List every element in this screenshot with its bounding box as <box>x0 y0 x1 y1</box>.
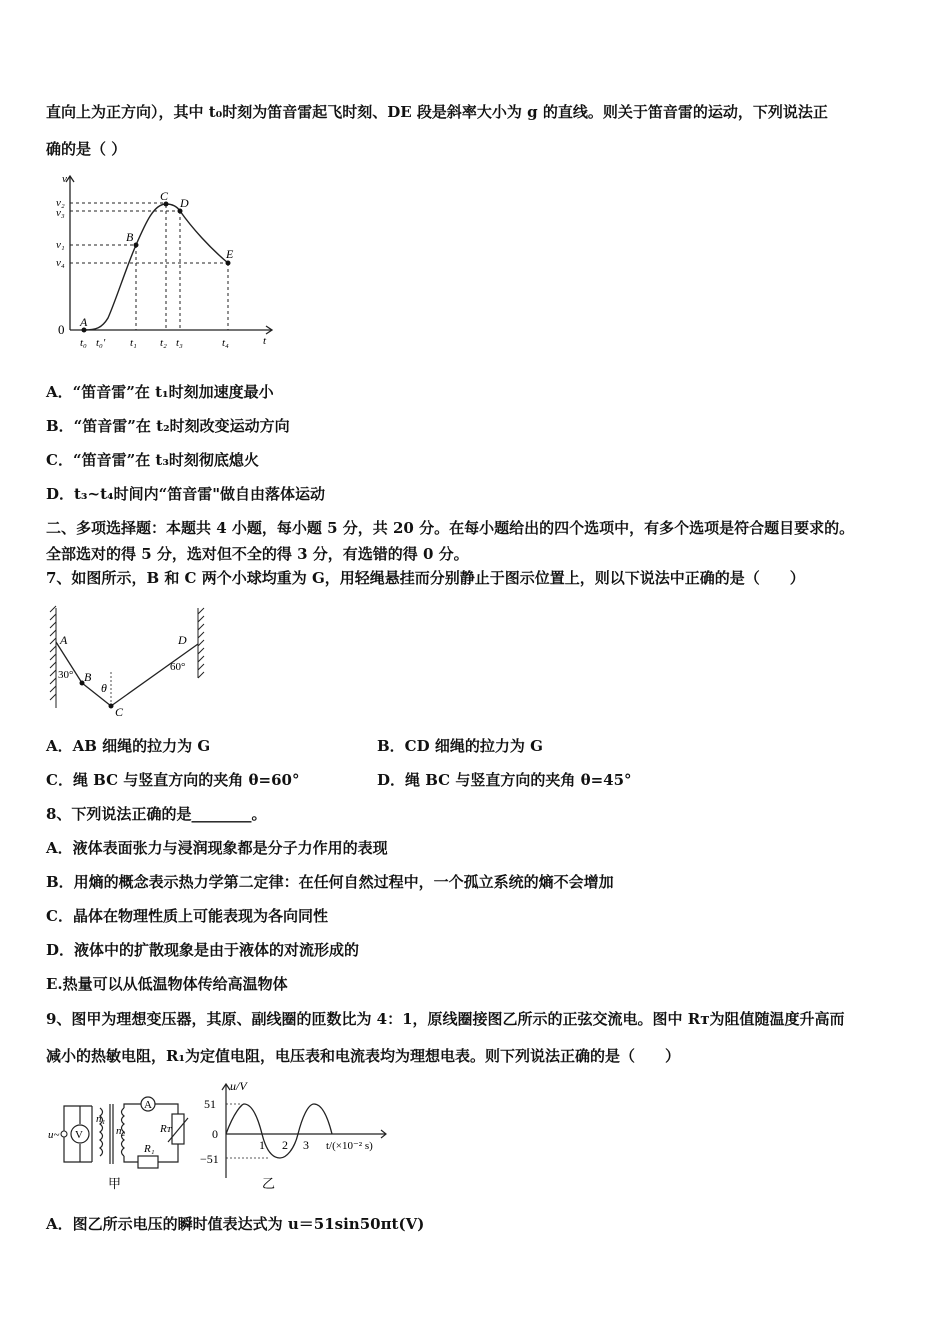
tick-v1: v₁ <box>56 239 65 251</box>
q7-label-D: D <box>178 633 187 647</box>
x-axis-label: t <box>263 335 267 347</box>
tick-t0: t₀ <box>80 337 87 349</box>
q7-label-B: B <box>84 670 92 684</box>
q7-option-d: D．绳 BC 与竖直方向的夹角 θ=45° <box>377 771 632 789</box>
q9-sine-curve <box>226 1104 332 1158</box>
q9-stem-line2: 减小的热敏电阻，R₁为定值电阻，电压表和电流表均为理想电表。则下列说法正确的是（ ） <box>46 1047 681 1065</box>
y-axis-label: v <box>62 173 67 185</box>
tick-v3: v₃ <box>56 207 65 219</box>
section2-line2: 全部选对的得 5 分，选对但不全的得 3 分，有选错的得 0 分。 <box>46 545 469 563</box>
q6-vt-graph <box>50 170 285 355</box>
origin-label: 0 <box>58 322 65 337</box>
q8-option-a: A．液体表面张力与浸润现象都是分子力作用的表现 <box>46 839 388 857</box>
q8-option-d: D．液体中的扩散现象是由于液体的对流形成的 <box>46 941 360 959</box>
q6-option-d: D．t₃~t₄时间内“笛音雷"做自由落体运动 <box>46 485 326 503</box>
vt-curve <box>84 204 228 330</box>
q9-x-label: t/(×10⁻² s) <box>326 1140 373 1152</box>
q7-option-b: B．CD 细绳的拉力为 G <box>377 737 543 755</box>
tick-v4: v₄ <box>56 257 65 269</box>
q9-circuit-figure <box>44 1092 194 1196</box>
point-D: D <box>180 196 189 210</box>
q7-option-c: C．绳 BC 与竖直方向的夹角 θ=60° <box>46 771 300 789</box>
q9-n2-label: n₂ <box>116 1125 126 1137</box>
tick-t4: t₄ <box>222 337 229 349</box>
q9-tick-1: 1 <box>259 1138 265 1152</box>
point-E: E <box>226 247 234 261</box>
q9-y-zero: 0 <box>212 1127 218 1141</box>
q9-tick-3: 3 <box>303 1138 309 1152</box>
q9-n1-label: n₁ <box>96 1113 106 1125</box>
q9-y-max: 51 <box>204 1097 216 1111</box>
point-C: C <box>160 189 169 203</box>
q9-caption-jia: 甲 <box>108 1176 122 1191</box>
q7-figure <box>38 600 218 720</box>
q8-option-e: E.热量可以从低温物体传给高温物体 <box>46 975 288 993</box>
q9-wave-figure <box>200 1078 395 1196</box>
q8-option-b: B．用熵的概念表示热力学第二定律：在任何自然过程中，一个孤立系统的熵不会增加 <box>46 873 614 891</box>
tick-t2: t₂ <box>160 337 167 349</box>
q9-y-min: −51 <box>200 1152 219 1166</box>
q7-angle-right: 60° <box>170 661 186 673</box>
q8-stem: 8、下列说法正确的是________。 <box>46 805 267 823</box>
q7-stem: 7、如图所示，B 和 C 两个小球均重为 G，用轻绳悬挂而分别静止于图示位置上，则以下说法中正确的是（ ） <box>46 569 805 587</box>
point-A: A <box>80 315 88 329</box>
q9-y-label: u/V <box>230 1079 247 1093</box>
q9-rt-label: Rᴛ <box>160 1123 171 1135</box>
q9-caption-yi: 乙 <box>262 1176 276 1191</box>
tick-t1: t₁ <box>130 337 137 349</box>
q9-source-label: u~ <box>48 1129 60 1141</box>
tick-t0p: t₀′ <box>96 337 106 349</box>
q6-option-a: A．“笛音雷”在 t₁时刻加速度最小 <box>46 383 274 401</box>
q7-label-A: A <box>60 633 68 647</box>
tick-t3: t₃ <box>176 337 183 349</box>
q8-option-c: C．晶体在物理性质上可能表现为各向同性 <box>46 907 328 925</box>
q6-stem-line1: 直向上为正方向），其中 t₀时刻为笛音雷起飞时刻、DE 段是斜率大小为 g 的直线。则关于笛音雷的运动，下列说法正 <box>46 103 828 121</box>
q7-angle-left: 30° <box>58 669 74 681</box>
section2-line1: 二、多项选择题：本题共 4 小题，每小题 5 分，共 20 分。在每小题给出的四个选项中，有多个选项是符合题目要求的。 <box>46 519 855 537</box>
q9-r1-label: R₁ <box>144 1143 155 1155</box>
q7-label-C: C <box>115 705 124 719</box>
point-B: B <box>126 230 134 244</box>
q9-option-a: A．图乙所示电压的瞬时值表达式为 u＝51sin50πt(V) <box>46 1215 425 1233</box>
q6-option-b: B．“笛音雷”在 t₂时刻改变运动方向 <box>46 417 290 435</box>
q6-stem-line2: 确的是（ ） <box>46 140 127 158</box>
tick-v2: v₂ <box>56 197 65 209</box>
q7-option-a: A．AB 细绳的拉力为 G <box>46 737 211 755</box>
q9-stem-line1: 9、图甲为理想变压器，其原、副线圈的匝数比为 4：1，原线圈接图乙所示的正弦交流电。图中 Rᴛ为阻值随温度升高而 <box>46 1010 845 1028</box>
q9-ammeter-label: A <box>144 1099 152 1111</box>
q9-tick-2: 2 <box>282 1138 288 1152</box>
q7-label-theta: θ <box>101 681 107 695</box>
q6-option-c: C．“笛音雷”在 t₃时刻彻底熄火 <box>46 451 259 469</box>
q9-voltmeter-label: V <box>75 1129 83 1141</box>
